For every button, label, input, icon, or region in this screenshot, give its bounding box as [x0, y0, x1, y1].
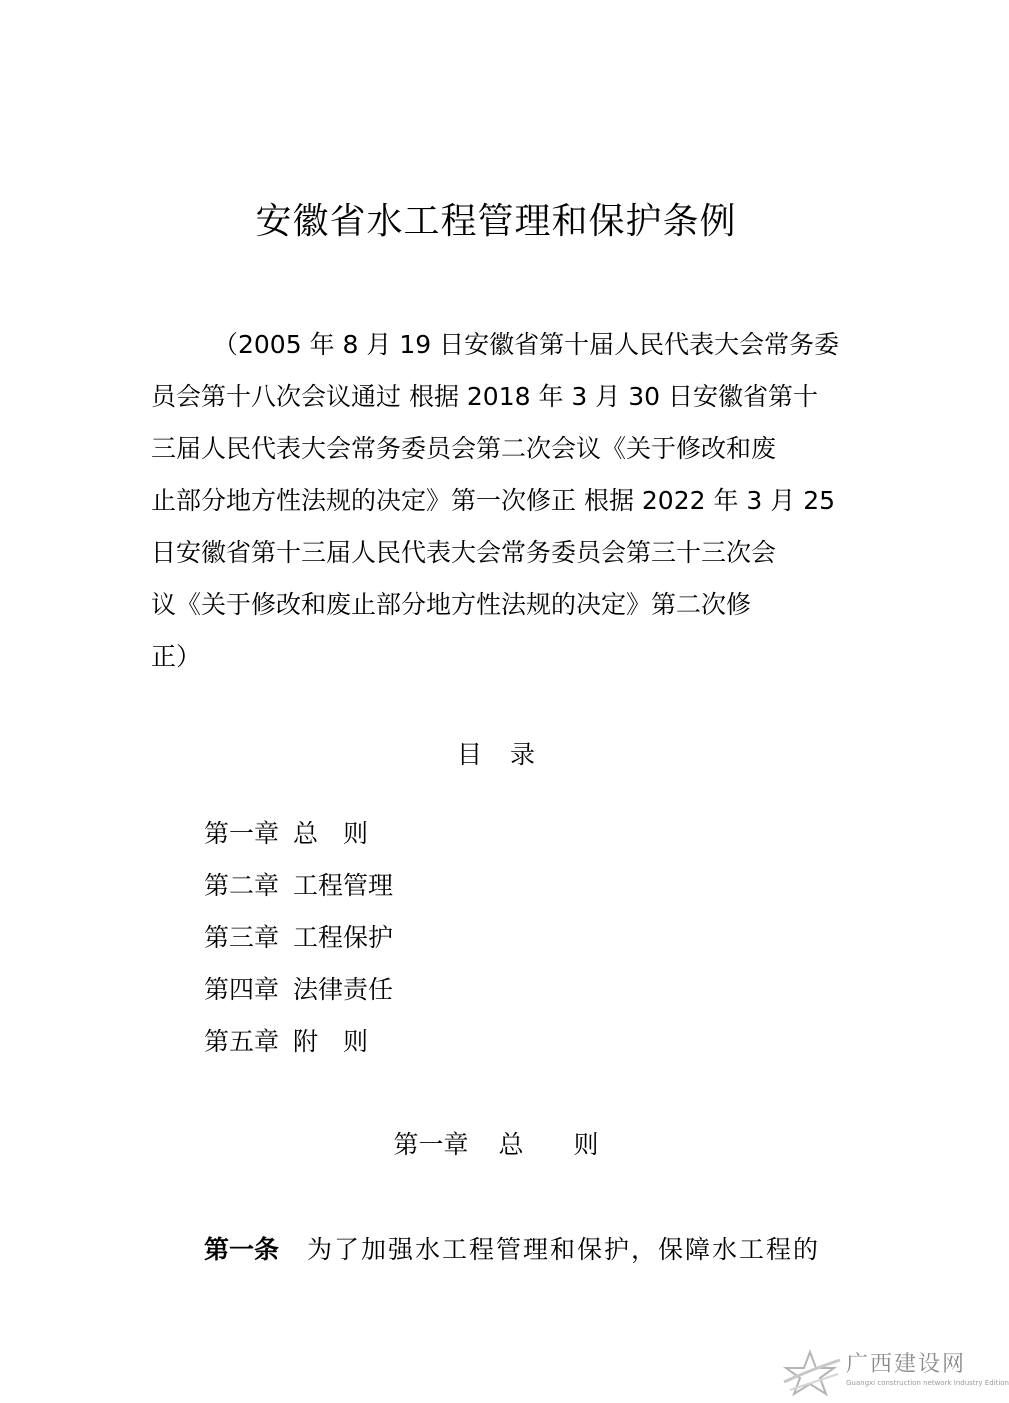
star-logo-icon — [780, 1348, 844, 1396]
adoption-note-line: 议《关于修改和废止部分地方性法规的决定》第二次修 — [151, 590, 752, 619]
toc-chapter-name: 工程保护 — [293, 923, 394, 952]
toc-title — [0, 730, 992, 780]
toc-chapter-name: 总 则 — [293, 819, 369, 848]
adoption-note — [151, 319, 851, 683]
adoption-note-line: 员会第十八次会议通过 根据 2018 年 3 月 30 日安徽省第十 — [151, 382, 818, 411]
toc-chapter-number: 第三章 — [204, 923, 280, 952]
adoption-note-line: 止部分地方性法规的决定》第一次修正 根据 2022 年 3 月 25 — [151, 486, 836, 515]
watermark-name: 广西建设网 — [846, 1352, 967, 1377]
chapter-heading-name: 则 — [573, 1130, 599, 1159]
adoption-note-line: （2005 年 8 月 19 日安徽省第十届人民代表大会常务委 — [213, 330, 840, 359]
article-number: 第一条 — [204, 1235, 280, 1264]
toc-chapter-name: 法律责任 — [293, 975, 394, 1004]
toc-chapter-number: 第四章 — [204, 975, 280, 1004]
chapter-heading-number: 第一章 — [393, 1130, 469, 1159]
adoption-note-line: 日安徽省第十三届人民代表大会常务委员会第三十三次会 — [151, 538, 777, 567]
toc-item[interactable] — [204, 912, 393, 964]
chapter-heading — [0, 1120, 992, 1170]
toc-item[interactable] — [204, 964, 393, 1016]
toc-item[interactable] — [204, 860, 393, 912]
watermark-subtitle: Guangxi construction network Industry Edition — [846, 1379, 1009, 1387]
toc-chapter-number: 第二章 — [204, 871, 280, 900]
toc-item[interactable] — [204, 1016, 393, 1068]
article-text: 为了加强水工程管理和保护，保障水工程的 — [307, 1235, 821, 1264]
document-title: 安徽省水工程管理和保护条例 — [255, 201, 737, 242]
toc-title-part: 录 — [510, 740, 536, 769]
watermark — [780, 1348, 1009, 1396]
article-paragraph — [204, 1224, 820, 1276]
toc-chapter-number: 第一章 — [204, 819, 280, 848]
toc-chapter-number: 第五章 — [204, 1027, 280, 1056]
toc-title-part: 目 — [456, 740, 482, 769]
chapter-heading-name: 总 — [498, 1130, 524, 1159]
adoption-note-line: 正） — [151, 642, 202, 671]
adoption-note-line: 三届人民代表大会常务委员会第二次会议《关于修改和废 — [151, 434, 777, 463]
toc-chapter-name: 工程管理 — [293, 871, 394, 900]
table-of-contents — [204, 808, 393, 1068]
toc-item[interactable] — [204, 808, 393, 860]
toc-chapter-name: 附 则 — [293, 1027, 369, 1056]
